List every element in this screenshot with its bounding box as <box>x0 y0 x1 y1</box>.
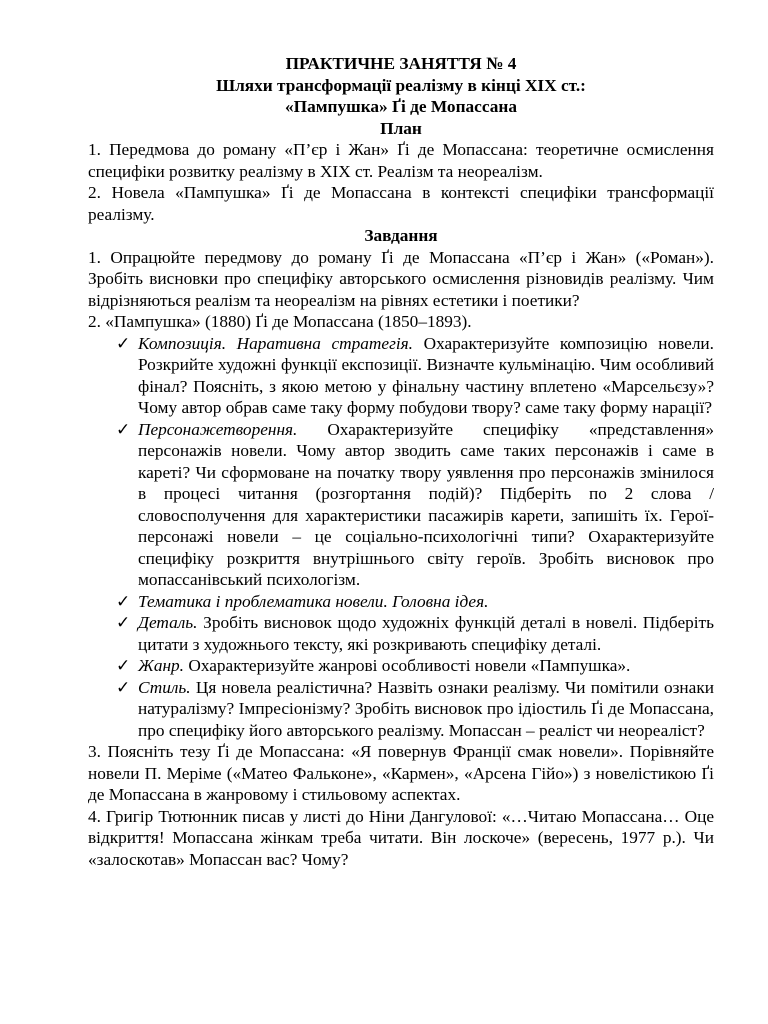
checklist-item-lead: Персонажетворення. <box>138 419 298 439</box>
document-page <box>88 53 714 870</box>
task-1: 1. Опрацюйте передмову до роману Ґі де Мопассана «П’єр і Жан» («Роман»). Зробіть висновки про специфіку авторського осмислення різновидів реалізму. Чим відрізняються реалізм та неореалізм на рівнях естетики і поетики? <box>88 247 714 310</box>
task-2: 2. «Пампушка» (1880) Ґі де Мопассана (1850–1893). <box>88 312 472 331</box>
checklist-item-detail <box>88 612 714 655</box>
check-mark-icon: ✓ <box>116 613 131 632</box>
checklist-item-lead: Тематика і проблематика новели. Головна ідея. <box>138 591 489 611</box>
plan-heading: План <box>380 118 422 138</box>
checklist-item-genre <box>88 655 714 677</box>
checklist-item-style <box>88 677 714 742</box>
checklist-item-themes <box>88 591 714 613</box>
checklist-item-text: Зробіть висновок щодо художніх функцій деталі в новелі. Підберіть цитати з художнього тексту, які розкривають специфіку деталі. <box>138 613 714 654</box>
task-4: 4. Григір Тютюнник писав у листі до Ніни Дангулової: «…Читаю Мопассана… Оце відкриття! Мопассана жінкам треба читати. Він лоскоче» (вересень, 1977 р.). Чи «залоскотав» Мопассан вас? Чому? <box>88 806 714 869</box>
checklist-item-lead: Деталь. <box>138 613 198 632</box>
checklist-item-characters <box>88 419 714 591</box>
check-mark-icon: ✓ <box>116 656 131 675</box>
check-mark-icon: ✓ <box>116 677 131 697</box>
task-3: 3. Поясніть тезу Ґі де Мопассана: «Я повернув Франції смак новели». Порівняйте новели П. Меріме («Матео Фальконе», «Кармен», «Арсена Гійо») з новелістикою Ґі де Мопассана в жанровому і стильовому аспектах. <box>88 742 714 804</box>
page-title: ПРАКТИЧНЕ ЗАНЯТТЯ № 4 <box>285 54 517 73</box>
plan-item-1: 1. Передмова до роману «П’єр і Жан» Ґі де Мопассана: теоретичне осмислення специфіки розвитку реалізму в ХІХ ст. Реалізм та неореалізм. <box>88 140 714 181</box>
check-mark-icon: ✓ <box>116 333 131 353</box>
checklist-item-text: Ця новела реалістична? Назвіть ознаки реалізму. Чи помітили ознаки натуралізму? Імпресіонізму? Зробіть висновок про ідіостиль Ґі де Мопассана, про специфіку його авторського реалізму. Мопассан – реаліст чи неореаліст? <box>138 677 714 740</box>
check-mark-icon: ✓ <box>116 419 131 439</box>
checklist-item-text: Охарактеризуйте композицію новели. Розкрийте художні функції експозиції. Визначте кульмінацію. Чим особливий фінал? Поясніть, з якою метою у фінальну частину вплетено «Марсельєзу»? Чому автор обрав саме таку форму побудови твору? саме таку форму нарації? <box>138 333 715 417</box>
task-2-checklist <box>88 333 714 742</box>
checklist-item-composition <box>88 333 714 419</box>
page-subtitle: Шляхи трансформації реалізму в кінці ХІХ ст.: <box>216 75 586 95</box>
check-mark-icon: ✓ <box>116 591 131 611</box>
tasks-heading: Завдання <box>364 226 438 245</box>
page-subtitle-work: «Пампушка» Ґі де Мопассана <box>285 97 517 116</box>
checklist-item-lead: Жанр. <box>138 656 185 675</box>
checklist-item-text: Охарактеризуйте специфіку «представлення» персонажів новели. Чому автор зводить саме таких персонажів і саме в кареті? Чи сформоване на початку твору уявлення про персонажів змінилося в процесі читання (розгортання подій)? Підберіть по 2 слова / словосполучення для характеристики пасажирів карети, запишіть їх. Герої-персонажі новели – це соціально-психологічні типи? Охарактеризуйте специфіку розкриття внутрішнього світу героїв. Зробіть висновок про мопассанівський психологізм. <box>138 419 714 589</box>
checklist-item-lead: Стиль. <box>138 677 191 697</box>
checklist-item-text: Охарактеризуйте жанрові особливості новели «Пампушка». <box>184 656 631 675</box>
checklist-item-lead: Композиція. Наративна стратегія. <box>138 333 413 353</box>
plan-item-2: 2. Новела «Пампушка» Ґі де Мопассана в контексті специфіки трансформації реалізму. <box>88 183 714 224</box>
